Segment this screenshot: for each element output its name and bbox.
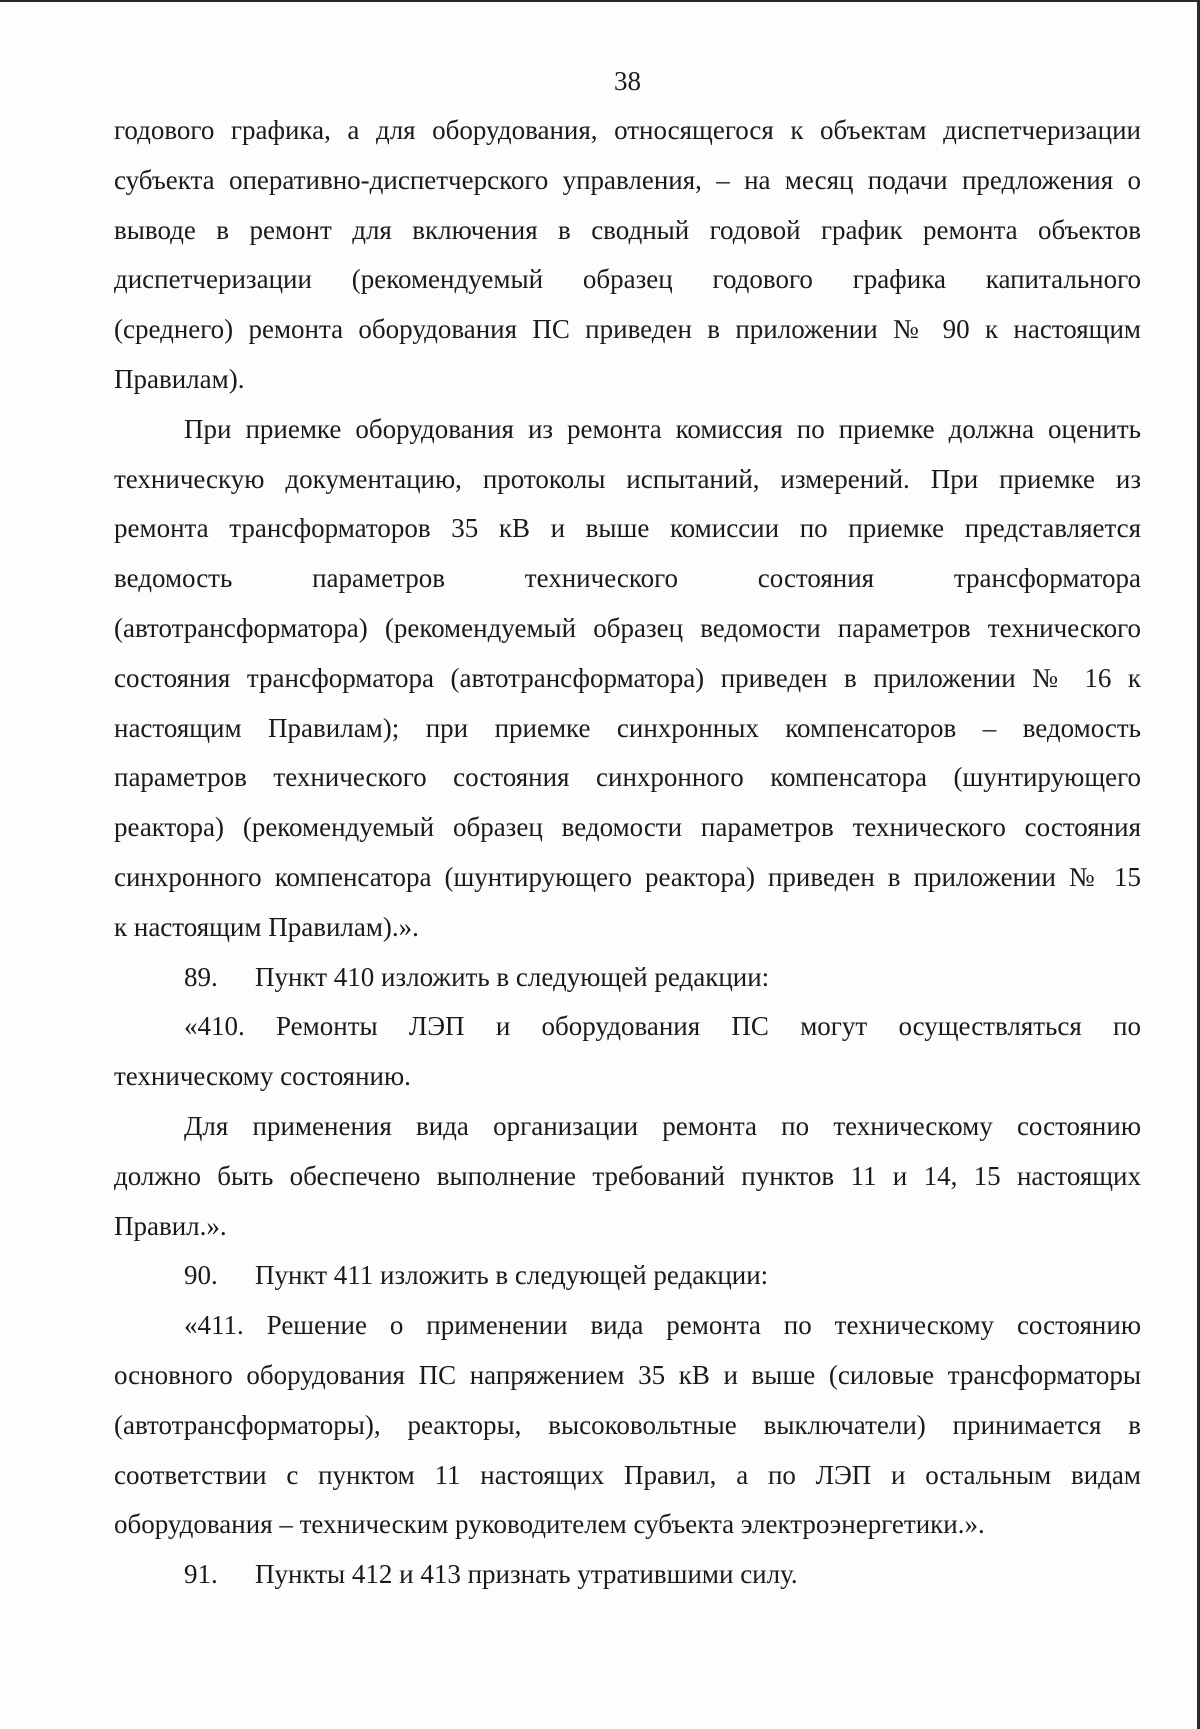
document-body bbox=[114, 106, 1141, 1600]
numbered-item-91 bbox=[114, 1550, 1141, 1600]
item-text: Пункт 410 изложить в следующей редакции: bbox=[255, 961, 770, 992]
item-text: Пункт 411 изложить в следующей редакции: bbox=[255, 1260, 769, 1291]
paragraph-first-line: При приемке оборудования из ремонта комиссия по приемке должна оценить bbox=[184, 413, 1141, 444]
page-number: 38 bbox=[614, 66, 641, 96]
paragraph-first-line: Для применения вида организации ремонта по техническому состоянию bbox=[184, 1110, 1141, 1141]
text-line: (автотрансформатора) (рекомендуемый образец ведомости параметров технического bbox=[114, 612, 1141, 643]
text-line: техническую документацию, протоколы испытаний, измерений. При приемке из bbox=[114, 463, 1141, 494]
paragraph-first-line: «411. Решение о применении вида ремонта по техническому состоянию bbox=[184, 1310, 1141, 1341]
text-line: (автотрансформаторы), реакторы, высоковольтные выключатели) принимается в bbox=[114, 1409, 1141, 1440]
text-line: основного оборудования ПС напряжением 35 кВ и выше (силовые трансформаторы bbox=[114, 1359, 1141, 1390]
text-line: годового графика, а для оборудования, относящегося к объектам диспетчеризации bbox=[114, 115, 1141, 145]
item-number: 91. bbox=[184, 1559, 218, 1590]
text-line: субъекта оперативно-диспетчерского управления, – на месяц подачи предложения о bbox=[114, 164, 1141, 195]
text-line: должно быть обеспечено выполнение требований пунктов 11 и 14, 15 настоящих bbox=[114, 1160, 1141, 1191]
text-line: (среднего) ремонта оборудования ПС приведен в приложении № 90 к настоящим bbox=[114, 314, 1141, 345]
numbered-item-89 bbox=[114, 953, 1141, 1003]
item-text: Пункты 412 и 413 признать утратившими силу. bbox=[255, 1559, 798, 1590]
text-line: ремонта трансформаторов 35 кВ и выше комиссии по приемке представляется bbox=[114, 513, 1141, 544]
text-line: техническому состоянию. bbox=[114, 1061, 411, 1092]
numbered-item-90 bbox=[114, 1251, 1141, 1301]
text-line: синхронного компенсатора (шунтирующего реактора) приведен в приложении № 15 bbox=[114, 861, 1141, 892]
text-line: ведомость параметров технического состояния трансформатора bbox=[114, 563, 1141, 594]
scan-edge-top bbox=[0, 0, 1200, 2]
text-line: соответствии с пунктом 11 настоящих Правил, а по ЛЭП и остальным видам bbox=[114, 1459, 1141, 1490]
text-line: оборудования – техническим руководителем субъекта электроэнергетики.». bbox=[114, 1509, 985, 1540]
text-line: к настоящим Правилам).». bbox=[114, 911, 419, 942]
text-line: реактора) (рекомендуемый образец ведомости параметров технического состояния bbox=[114, 812, 1141, 843]
text-line: Правилам). bbox=[114, 363, 245, 394]
paragraph-first-line: «410. Ремонты ЛЭП и оборудования ПС могут осуществляться по bbox=[184, 1011, 1141, 1042]
text-line: диспетчеризации (рекомендуемый образец годового графика капитального bbox=[114, 264, 1141, 295]
text-line: настоящим Правилам); при приемке синхронных компенсаторов – ведомость bbox=[114, 712, 1141, 743]
text-line: выводе в ремонт для включения в сводный годовой график ремонта объектов bbox=[114, 214, 1141, 245]
text-line: состояния трансформатора (автотрансформатора) приведен в приложении № 16 к bbox=[114, 662, 1141, 693]
text-line: параметров технического состояния синхронного компенсатора (шунтирующего bbox=[114, 762, 1141, 793]
item-number: 90. bbox=[184, 1260, 218, 1291]
item-number: 89. bbox=[184, 961, 218, 992]
text-line: Правил.». bbox=[114, 1210, 227, 1241]
